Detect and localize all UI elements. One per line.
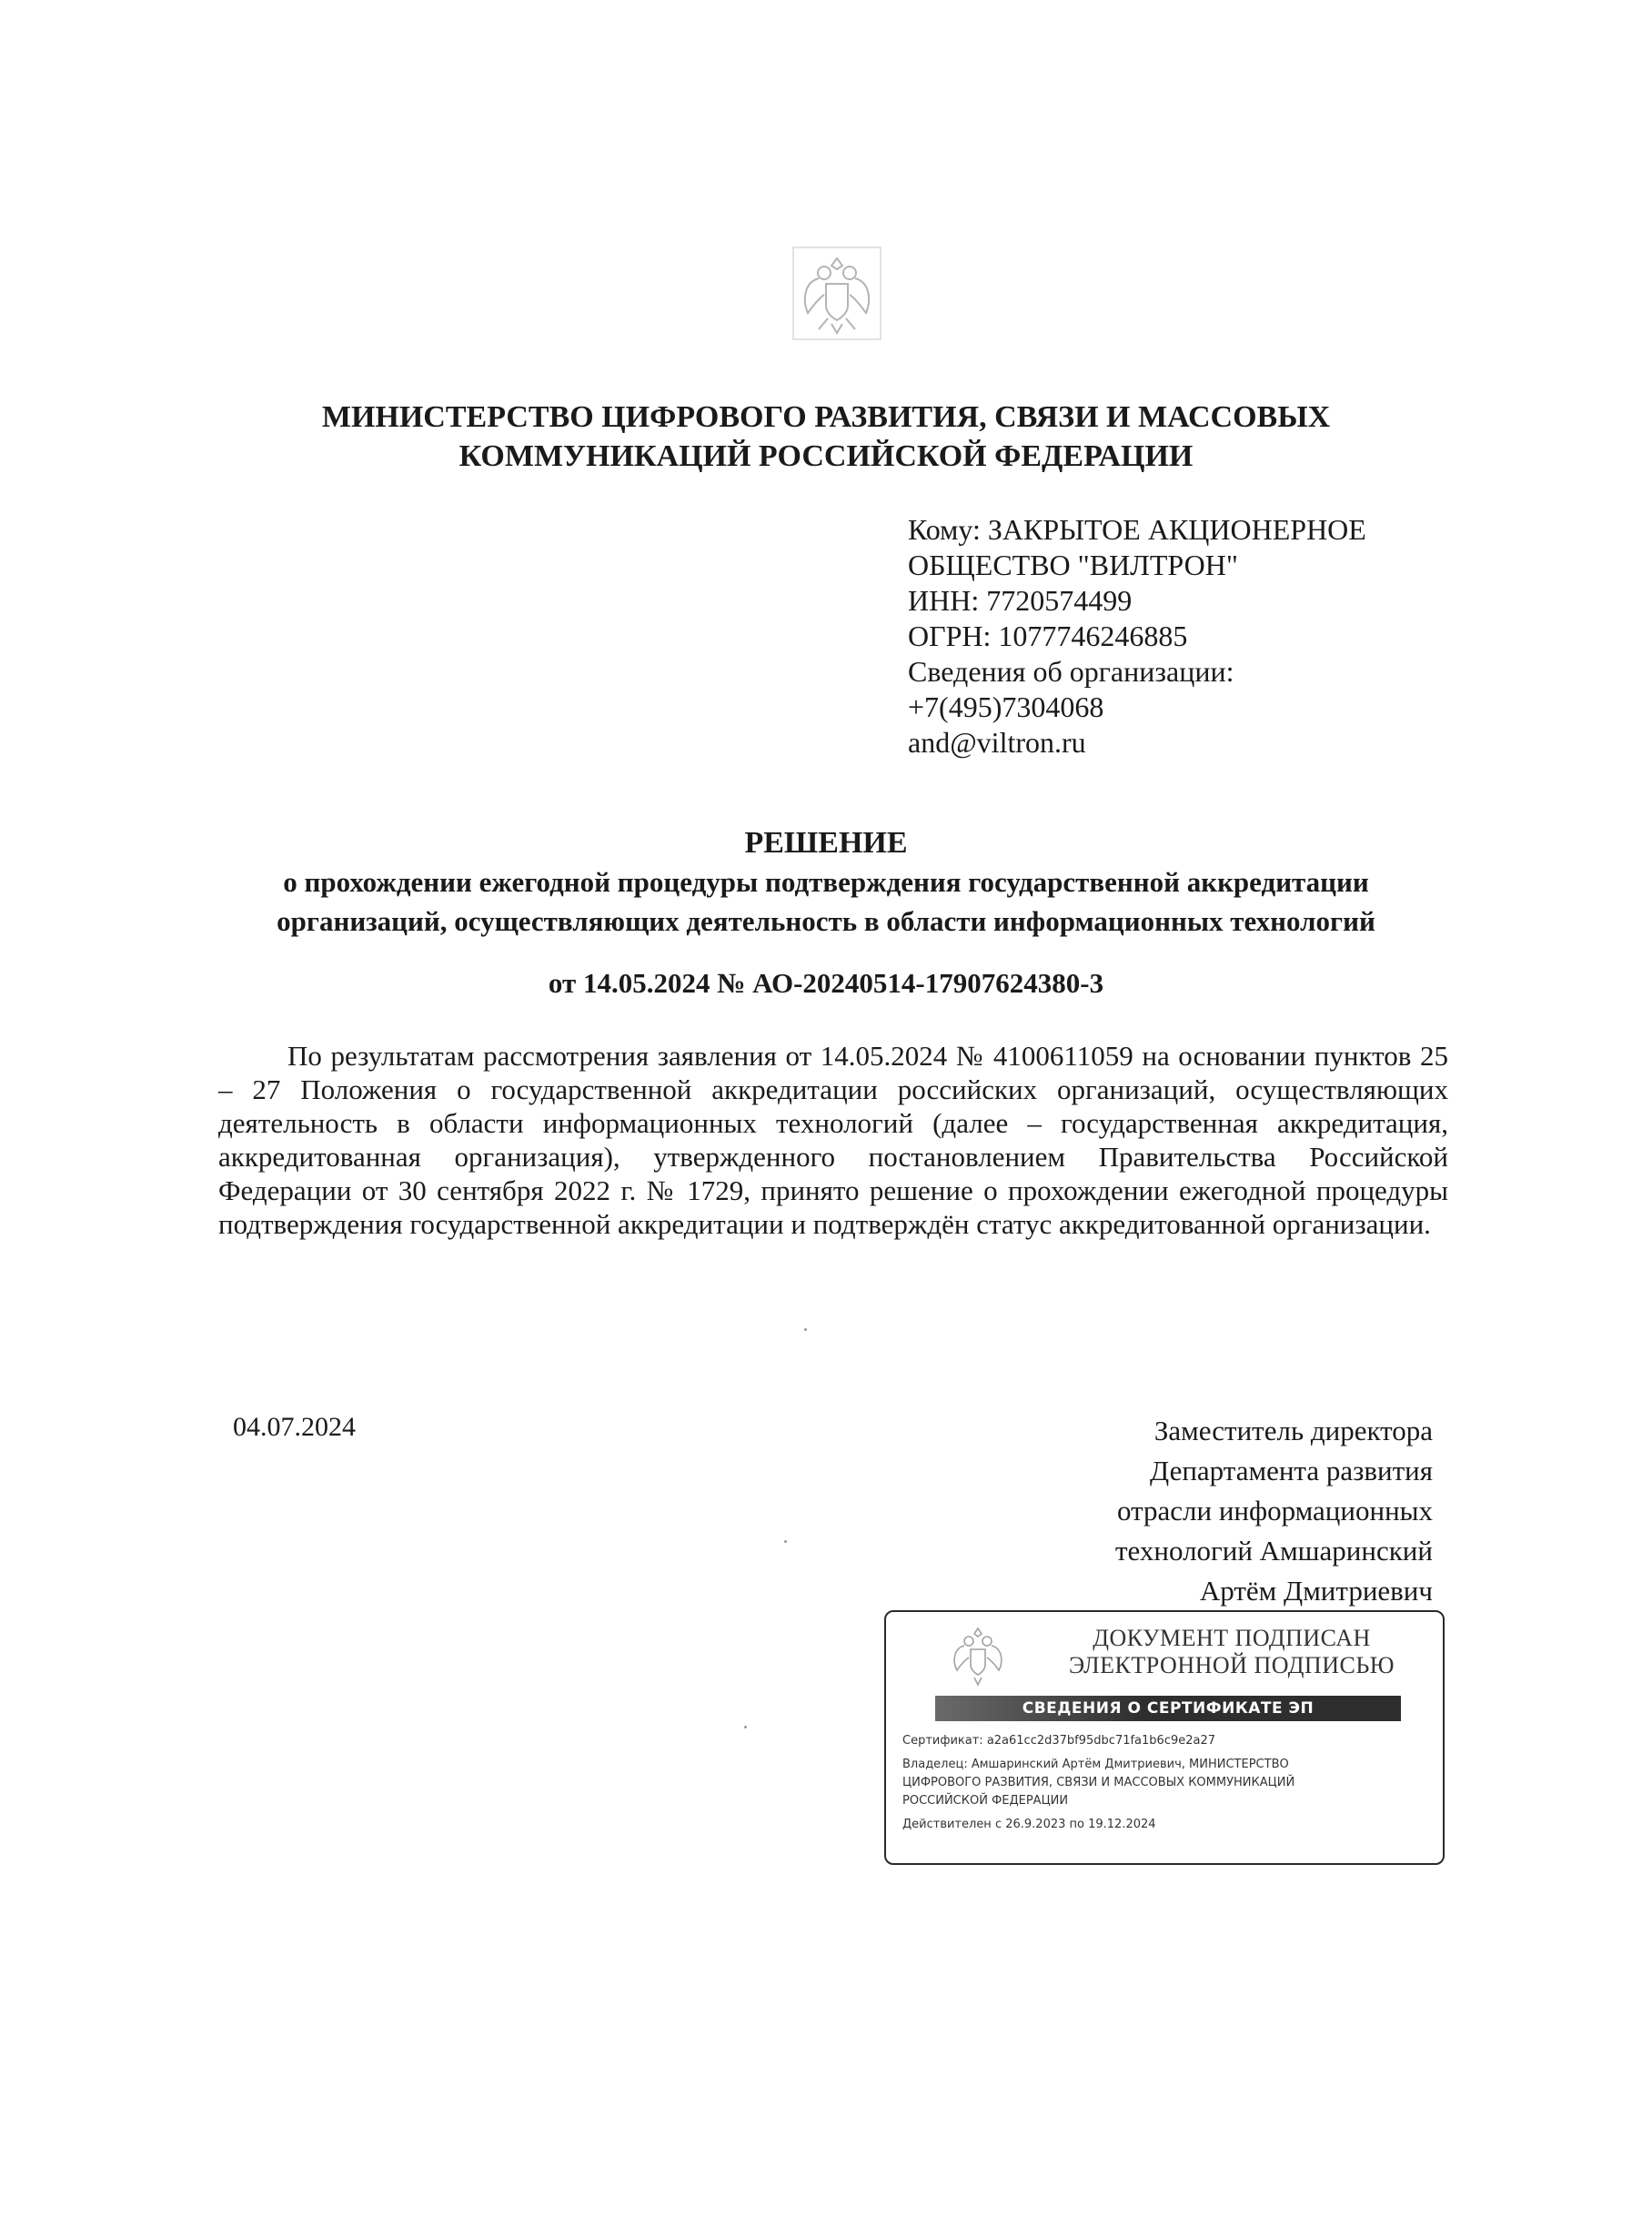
ministry-heading — [273, 398, 1379, 476]
body-paragraph: По результатам рассмотрения заявления от 14.05.2024 № 4100611059 на основании пунктов 25 – 27 Положения о государственной аккредитации российских организаций, осуществляющих деятельность в области информационных технологий (далее – государственная аккредитация, аккредитованная организация), утвержденного постановлением Правительства Российской Федерации от 30 сентября 2022 г. № 1729, принято решение о прохождении ежегодной процедуры подтверждения государственной аккредитации и подтверждён статус аккредитованной организации. — [218, 1040, 1448, 1240]
stamp-details — [902, 1732, 1430, 1839]
signer-line-4: технологий Амшаринский — [1114, 1535, 1433, 1567]
recipient-inn: ИНН: 7720574499 — [908, 584, 1133, 617]
signer-block — [887, 1411, 1433, 1611]
electronic-signature-stamp — [884, 1610, 1445, 1865]
stamp-certificate: Сертификат: a2a61cc2d37bf95dbc71fa1b6c9e2a27 — [902, 1734, 1216, 1748]
stamp-owner-line-2: ЦИФРОВОГО РАЗВИТИЯ, СВЯЗИ И МАССОВЫХ КОММУНИКАЦИЙ — [902, 1776, 1295, 1789]
ministry-line-1: МИНИСТЕРСТВО ЦИФРОВОГО РАЗВИТИЯ, СВЯЗИ И МАССОВЫХ — [321, 400, 1331, 434]
recipient-phone: +7(495)7304068 — [908, 690, 1104, 723]
document-title: РЕШЕНИЕ — [744, 826, 908, 860]
recipient-info-label: Сведения об организации: — [908, 655, 1234, 688]
stamp-title-line-1: ДОКУМЕНТ ПОДПИСАН — [1093, 1625, 1371, 1651]
document-title-block — [182, 824, 1470, 941]
stamp-certificate-bar: СВЕДЕНИЯ О СЕРТИФИКАТЕ ЭП — [935, 1696, 1401, 1721]
signer-line-3: отрасли информационных — [1117, 1495, 1433, 1527]
document-subtitle-line-2: организаций, осуществляющих деятельность в области информационных технологий — [277, 905, 1375, 937]
signer-line-1: Заместитель директора — [1153, 1415, 1433, 1446]
stamp-title-line-2: ЭЛЕКТРОННОЙ ПОДПИСЬЮ — [1069, 1652, 1395, 1678]
ministry-line-2: КОММУНИКАЦИЙ РОССИЙСКОЙ ФЕДЕРАЦИИ — [458, 439, 1194, 473]
signature-date: 04.07.2024 — [233, 1412, 356, 1442]
stamp-coat-of-arms-icon — [946, 1623, 1010, 1690]
signer-line-5: Артём Дмитриевич — [1199, 1575, 1433, 1607]
stamp-owner-line-1: Владелец: Амшаринский Артём Дмитриевич, МИНИСТЕРСТВО — [902, 1758, 1289, 1771]
stamp-owner-line-3: РОССИЙСКОЙ ФЕДЕРАЦИИ — [902, 1794, 1069, 1808]
document-reference: от 14.05.2024 № АО-20240514-17907624380-3 — [548, 967, 1104, 999]
stamp-validity: Действителен с 26.9.2023 по 19.12.2024 — [902, 1818, 1156, 1831]
stamp-title — [1041, 1625, 1423, 1679]
signer-line-2: Департамента развития — [1150, 1455, 1433, 1486]
recipient-ogrn: ОГРН: 1077746246885 — [908, 620, 1188, 652]
recipient-line-2: ОБЩЕСТВО "ВИЛТРОН" — [908, 549, 1238, 581]
stamp-owner — [902, 1756, 1430, 1810]
document-subtitle-line-1: о прохождении ежегодной процедуры подтверждения государственной аккредитации — [283, 866, 1369, 898]
coat-of-arms-icon — [791, 246, 882, 341]
recipient-email: and@viltron.ru — [908, 726, 1086, 759]
recipient-line-1: Кому: ЗАКРЫТОЕ АКЦИОНЕРНОЕ — [908, 513, 1366, 546]
recipient-block — [908, 512, 1366, 761]
scan-speck — [784, 1540, 787, 1543]
scan-speck — [804, 1328, 807, 1331]
scan-speck — [744, 1726, 747, 1728]
